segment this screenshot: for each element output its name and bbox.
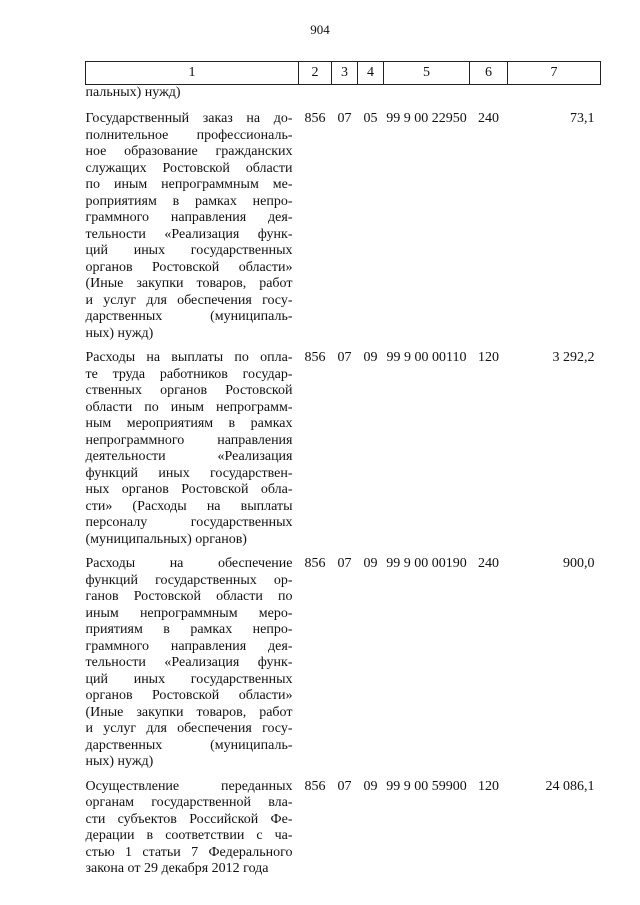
row-description [86,556,299,779]
description-line: функций иных государствен- [85,465,293,481]
expense-type-code: 240 [478,111,499,126]
row-description [86,350,299,556]
ministry-code: 856 [304,350,326,365]
continuation-text: пальных) нужд) [85,85,181,100]
description-line: ных органов Ростовской обла- [85,482,293,497]
amount-value: 900,0 [563,556,595,571]
description-line: ное образование гражданских [85,144,293,159]
section-code: 07 [337,556,352,571]
description-line: органов Ростовской области» [85,688,293,703]
page-number: 904 [310,22,330,37]
column-header-5: 5 [384,62,470,85]
description-line: полнительное профессиональ- [85,127,293,143]
row-description [86,779,299,886]
description-line: приятиям в рамках непро- [85,622,293,637]
description-line: персоналу государственных [85,515,293,530]
description-line: Расходы на обеспечение [85,556,293,571]
ministry-code: 856 [304,111,326,126]
amount-value: 73,1 [570,111,595,126]
description-line: дарственных (муниципаль- [85,309,293,324]
description-line: ций иных государственных [85,243,293,258]
description-line: сти субъектов Российской Фе- [85,811,293,827]
description-line: ций иных государственных [85,671,293,687]
description-line: стью 1 статьи 7 Федерального [85,844,293,860]
description-line: ным мероприятиям в рамках [85,416,293,431]
description-line: органам государственной вла- [85,795,293,810]
description-line: дарственных (муниципаль- [85,737,293,753]
expense-type-code: 120 [478,778,499,794]
section-code: 07 [337,778,352,794]
column-header-1: 1 [86,62,299,85]
amount-value: 24 086,1 [545,778,595,794]
description-line: иным непрограммным меро- [85,605,293,621]
subsection-code: 09 [363,556,378,571]
target-article-code: 99 9 00 00190 [386,556,467,571]
column-header-7: 7 [508,62,601,85]
description-line: ганов Ростовской области по [85,589,293,604]
description-line: Государственный заказ на до- [85,111,293,126]
budget-table [85,61,601,886]
description-line: те труда работников государ- [85,366,293,382]
description-line: непрограммного направления [85,432,293,448]
description-line: сти» (Расходы на выплаты [85,498,293,514]
expense-type-code: 240 [478,556,499,571]
description-line: по иным непрограммным ме- [85,177,293,192]
description-line: и услуг для обеспечения госу- [85,292,293,308]
description-line: ных) нужд) [85,754,154,769]
description-line: тельности «Реализация функ- [85,226,293,242]
description-line: служащих Ростовской области [85,160,293,176]
ministry-code: 856 [304,778,326,794]
expense-type-code: 120 [478,350,499,365]
amount-value: 3 292,2 [552,350,595,365]
subsection-code: 09 [363,778,378,794]
row-description [86,111,299,350]
target-article-code: 99 9 00 59900 [386,778,467,794]
description-line: (муниципальных) органов) [85,531,247,547]
table-header-row [86,62,601,85]
description-line: деятельности «Реализация [85,449,293,464]
target-article-code: 99 9 00 22950 [386,111,467,126]
column-header-3: 3 [332,62,358,85]
description-line: ных) нужд) [85,325,154,341]
section-code: 07 [337,350,352,365]
table-row [86,556,601,779]
description-line: граммного направления дея- [85,638,293,654]
table-row [86,350,601,556]
description-line: ственных органов Ростовской [85,383,293,398]
description-line: функций государственных ор- [85,572,293,588]
description-line: закона от 29 декабря 2012 года [85,861,269,876]
description-line: и услуг для обеспечения госу- [85,721,293,736]
description-line: (Иные закупки товаров, работ [85,276,293,291]
subsection-code: 09 [363,350,378,365]
description-line: роприятиям в рамках непро- [85,193,293,209]
section-code: 07 [337,111,352,126]
column-header-6: 6 [470,62,508,85]
continuation-row [86,85,601,112]
table-row [86,779,601,886]
table-row [86,111,601,350]
description-line: органов Ростовской области» [85,259,293,275]
description-line: дерации в соответствии с ча- [85,828,293,843]
description-line: тельности «Реализация функ- [85,655,293,670]
target-article-code: 99 9 00 00110 [386,350,467,365]
column-header-2: 2 [299,62,332,85]
column-header-4: 4 [358,62,384,85]
description-line: Осуществление переданных [85,778,293,794]
description-line: области по иным непрограмм- [85,399,293,415]
description-line: (Иные закупки товаров, работ [85,704,293,720]
description-line: граммного направления дея- [85,210,293,225]
description-line: Расходы на выплаты по опла- [85,350,293,365]
ministry-code: 856 [304,556,326,571]
subsection-code: 05 [363,111,378,126]
